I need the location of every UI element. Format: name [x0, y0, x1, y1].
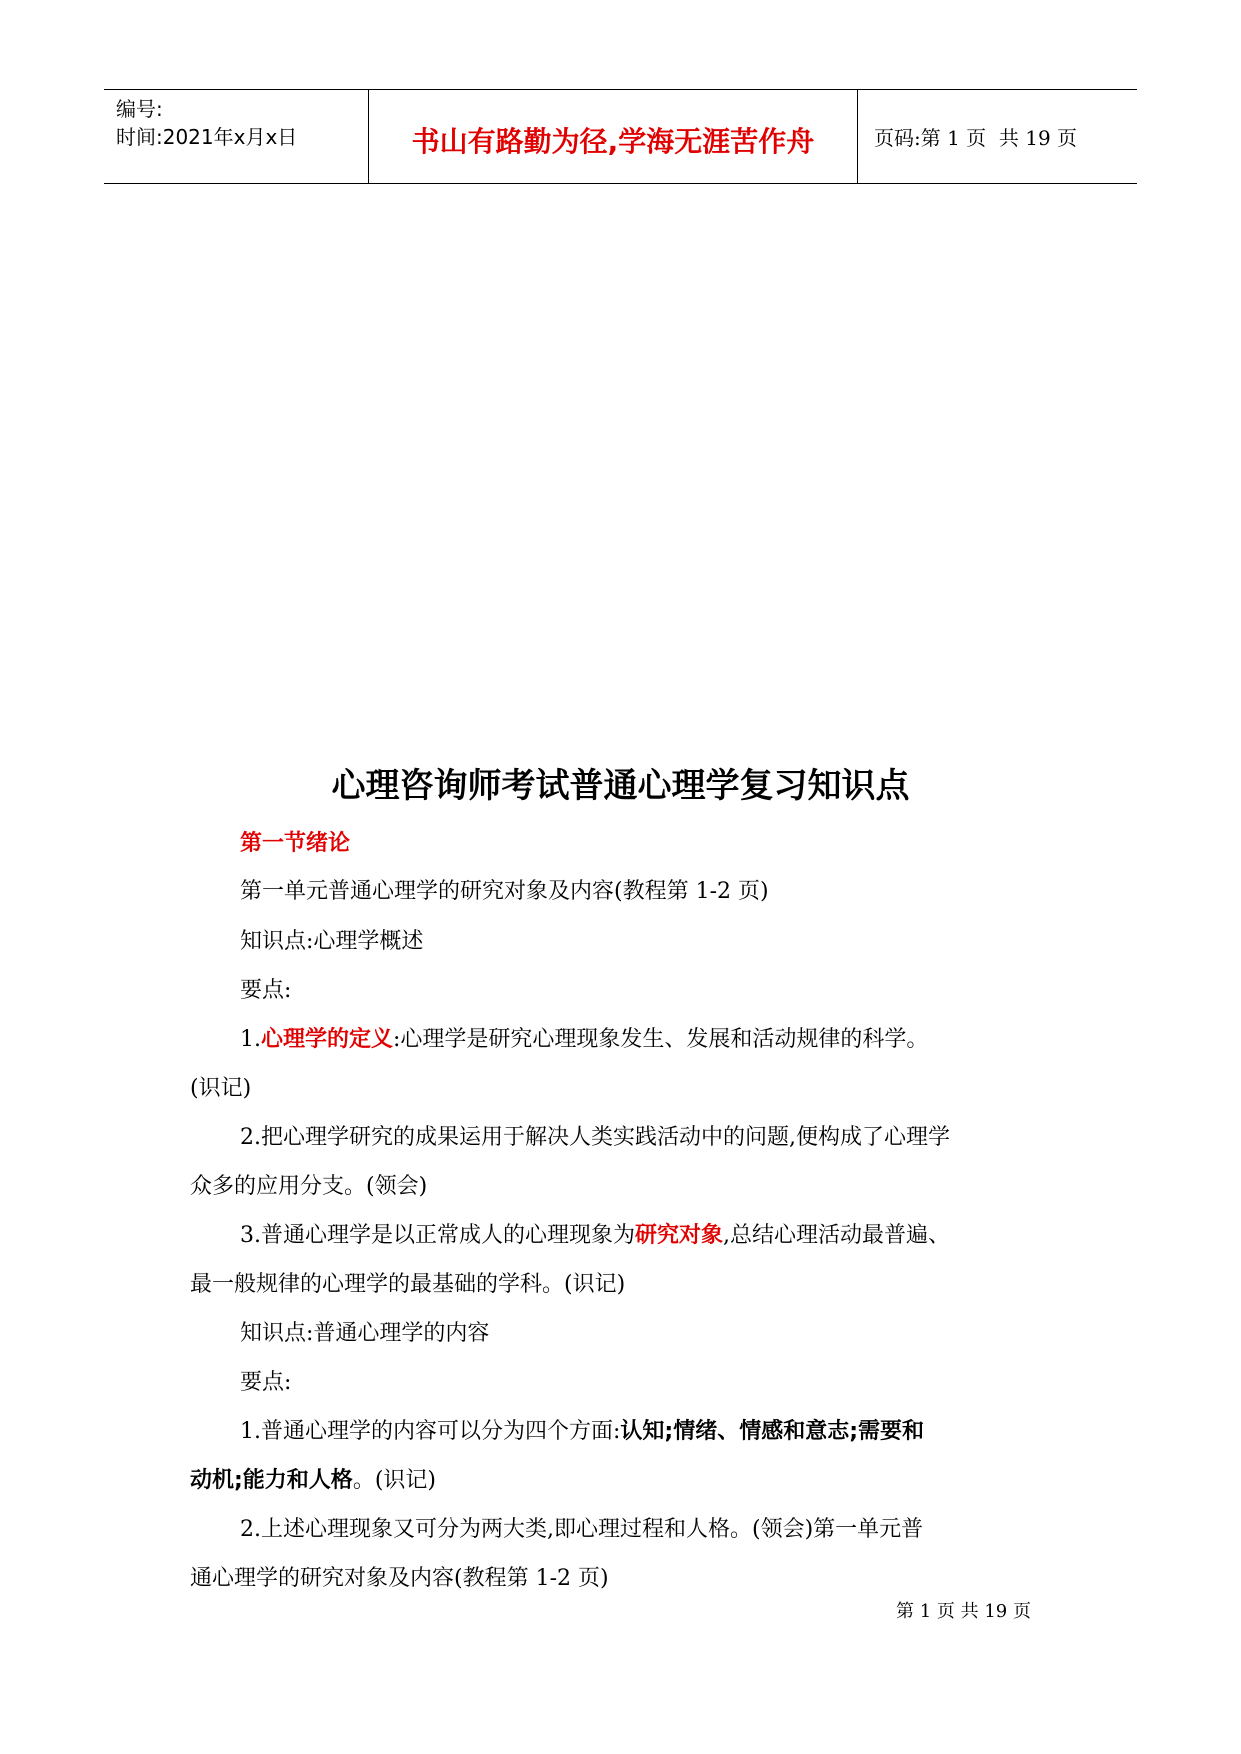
content-aspects-bold-continued: 动机;能力和人格	[190, 1468, 353, 1493]
header-page-cell	[858, 90, 1137, 183]
paragraph-1-number: 1.	[240, 1027, 261, 1052]
number-label: 编号:	[116, 97, 163, 121]
content-paragraph-2-line-2: 通心理学的研究对象及内容(教程第 1-2 页)	[190, 1566, 609, 1591]
page-info: 页码:第 1 页 共 19 页	[874, 126, 1078, 150]
content-paragraph-2-line-1: 2.上述心理现象又可分为两大类,即心理过程和人格。(领会)第一单元普	[240, 1517, 924, 1542]
paragraph-1-continuation: (识记)	[190, 1076, 252, 1101]
content-paragraph-1-line-2	[190, 1463, 436, 1494]
term-psychology-definition: 心理学的定义	[261, 1027, 394, 1052]
key-points-label-2: 要点:	[240, 1370, 292, 1395]
document-title: 心理咨询师考试普通心理学复习知识点	[331, 766, 910, 806]
knowledge-point-2: 知识点:普通心理学的内容	[240, 1321, 490, 1346]
paragraph-1-text: :心理学是研究心理现象发生、发展和活动规律的科学。	[393, 1027, 929, 1052]
content-paragraph-1-tail: 。(识记)	[352, 1468, 436, 1493]
term-research-object: 研究对象	[635, 1223, 724, 1248]
time-label: 时间:2021年x月x日	[116, 125, 298, 149]
content-paragraph-1-text: 1.普通心理学的内容可以分为四个方面:	[240, 1419, 621, 1444]
knowledge-point-1: 知识点:心理学概述	[240, 929, 424, 954]
section-heading: 第一节绪论	[240, 831, 351, 856]
paragraph-3-text-after: ,总结心理活动最普遍、	[723, 1223, 951, 1248]
paragraph-3-text-before: 3.普通心理学是以正常成人的心理现象为	[240, 1223, 635, 1248]
key-points-label-1: 要点:	[240, 978, 292, 1003]
paragraph-1	[240, 1022, 928, 1053]
paragraph-3-line-1	[240, 1218, 950, 1249]
header-motto-cell	[368, 90, 858, 183]
header-table	[104, 89, 1137, 184]
page-footer: 第 1 页 共 19 页	[896, 1601, 1031, 1622]
paragraph-2-line-1: 2.把心理学研究的成果运用于解决人类实践活动中的问题,便构成了心理学	[240, 1125, 950, 1150]
unit-heading: 第一单元普通心理学的研究对象及内容(教程第 1-2 页)	[240, 879, 769, 904]
content-paragraph-1-line-1	[240, 1414, 924, 1445]
paragraph-3-line-2: 最一般规律的心理学的最基础的学科。(识记)	[190, 1272, 626, 1297]
paragraph-2-line-2: 众多的应用分支。(领会)	[190, 1174, 428, 1199]
header-meta	[104, 90, 368, 183]
motto: 书山有路勤为径,学海无涯苦作舟	[411, 124, 815, 158]
content-aspects-bold: 认知;情绪、情感和意志;需要和	[620, 1419, 925, 1444]
